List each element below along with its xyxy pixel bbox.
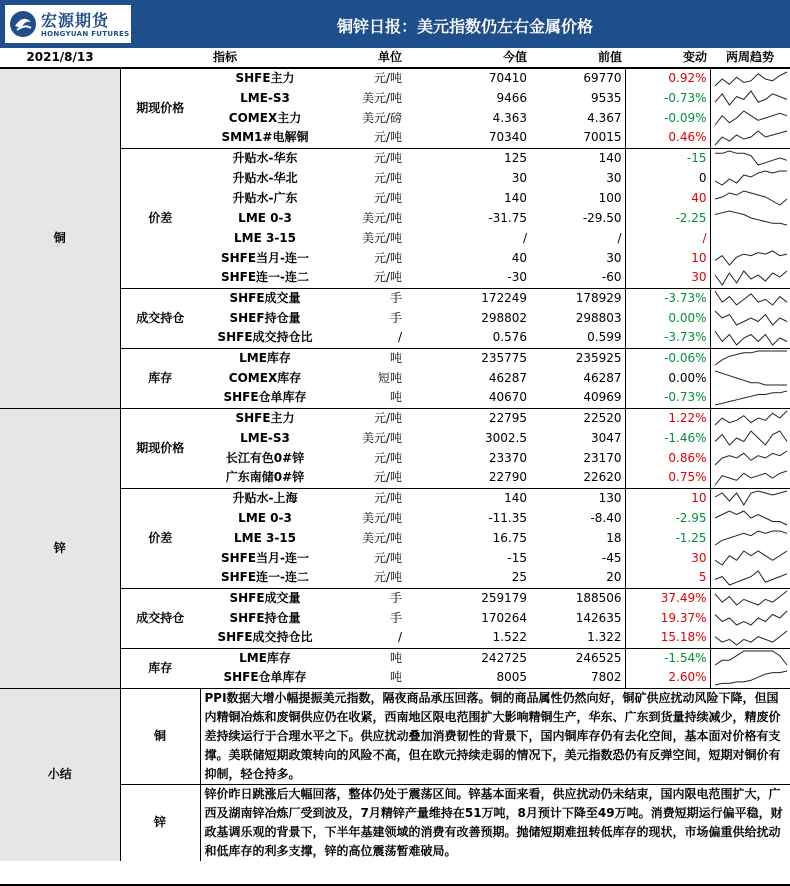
previous-value: 3047 — [590, 430, 622, 445]
current-value: -15 — [507, 550, 528, 565]
change-value: 30 — [625, 268, 710, 288]
change-value: -2.25 — [625, 208, 710, 228]
indicator-name: 广东南储0#锌 — [225, 470, 305, 485]
trend-line — [715, 131, 787, 145]
previous-value: 235925 — [530, 348, 625, 368]
trend-sparkline-cell — [710, 88, 790, 108]
indicator-name: LME库存 — [200, 648, 330, 668]
trend-line — [715, 291, 787, 305]
current-value: 242725 — [405, 648, 530, 668]
previous-value: -8.40 — [590, 510, 622, 525]
current-value: 8005 — [496, 670, 528, 685]
unit-cell: 美元/吨 — [361, 210, 403, 225]
change-value: -3.73% — [625, 288, 710, 308]
trend-sparkline — [713, 369, 789, 387]
trend-line — [715, 171, 787, 185]
trend-sparkline-cell — [710, 648, 790, 668]
unit-cell: 吨 — [390, 670, 403, 685]
trend-line — [715, 151, 787, 165]
unit-cell: 元/吨 — [330, 68, 405, 88]
previous-value: 46287 — [583, 370, 622, 385]
trend-sparkline — [713, 309, 789, 327]
trend-sparkline-cell — [710, 148, 790, 168]
previous-value: 20 — [606, 570, 622, 585]
summary-text: PPI数据大增小幅提振美元指数，隔夜商品承压回落。铜的商品属性仍然向好，铜矿供应扰动风险下降，但国内精铜冶炼和废铜供应仍在收紧，西南地区限电范围扩大影响精铜生产，华东、广东到货量持续减少，精废价差持续运行于合理水平之下。供应扰动叠加消费韧性的背景下，国内铜库存仍有去化空间，基本面对价格有支撑。美联储短期政策转向的风险不高，但在欧元持续走弱的情况下，美元指数恐仍有反弹空间，短期对铜价有抑制，轻仓持多。 — [200, 688, 790, 784]
previous-value: 188506 — [530, 588, 625, 608]
indicator-name: SHFE成交持仓比 — [217, 330, 313, 345]
trend-line — [715, 91, 787, 105]
trend-sparkline-cell — [710, 488, 790, 508]
trend-line — [715, 311, 787, 325]
unit-cell: 元/吨 — [373, 190, 403, 205]
previous-value: -29.50 — [582, 210, 622, 225]
trend-line — [715, 111, 787, 125]
previous-value: 70015 — [583, 130, 622, 145]
trend-sparkline-cell — [710, 428, 790, 448]
trend-sparkline — [713, 329, 789, 347]
indicator-name: SHFE持仓量 — [229, 610, 301, 625]
current-value: 170264 — [481, 610, 528, 625]
trend-sparkline-cell — [710, 568, 790, 588]
trend-sparkline — [713, 129, 789, 147]
unit-cell: 元/吨 — [373, 130, 403, 145]
change-value: 2.60% — [625, 668, 710, 688]
unit-cell: 元/吨 — [330, 148, 405, 168]
trend-line — [715, 511, 787, 525]
change-value: -1.46% — [625, 428, 710, 448]
unit-cell: / — [397, 330, 403, 345]
trend-sparkline-cell — [710, 188, 790, 208]
change-value: / — [625, 228, 710, 248]
trend-sparkline — [713, 629, 789, 647]
current-value: 23370 — [488, 450, 528, 465]
company-logo — [4, 4, 132, 44]
date-header: 2021/8/13 — [0, 48, 120, 68]
previous-value: 40969 — [583, 390, 622, 405]
indicator-name: SHFE成交持仓比 — [217, 630, 313, 645]
previous-value: 69770 — [530, 68, 625, 88]
change-value: 40 — [625, 188, 710, 208]
trend-sparkline-cell — [710, 268, 790, 288]
indicator-name: COMEX主力 — [228, 110, 302, 125]
trend-sparkline — [713, 569, 789, 587]
current-value: 3002.5 — [485, 430, 528, 445]
change-value: 0.00% — [625, 368, 710, 388]
metal-category: 锌 — [0, 408, 120, 688]
change-value: 30 — [625, 548, 710, 568]
change-value: -1.54% — [625, 648, 710, 668]
logo-english-name: HONGYUAN FUTURES — [41, 30, 130, 38]
unit-cell: 美元/吨 — [361, 430, 403, 445]
current-value: 235775 — [405, 348, 530, 368]
change-value: -0.73% — [625, 88, 710, 108]
trend-sparkline — [713, 109, 789, 127]
trend-sparkline — [713, 149, 789, 167]
trend-line — [715, 251, 787, 265]
previous-header: 前值 — [530, 48, 625, 68]
current-value: 140 — [504, 190, 528, 205]
indicator-name: LME 3-15 — [234, 530, 296, 545]
trend-line — [715, 491, 787, 505]
summary-text: 锌价昨日跳涨后大幅回落，整体仍处于震荡区间。锌基本面来看，供应扰动仍未结束，国内限电范围扩大，广西及湖南锌冶炼厂受到波及，7月精锌产量维持在51万吨，8月预计下降至49万吨。消费短期运行偏平稳，财政基调乐观的背景下，下半年基建领域的消费有改善预期。抛储短期难扭转低库存的现状，市场偏重供给扰动和低库存的利多支撑，锌的高位震荡暂难破局。 — [200, 784, 790, 861]
indicator-name: SHFE主力 — [200, 68, 330, 88]
current-header: 今值 — [405, 48, 530, 68]
current-value: 22790 — [488, 470, 528, 485]
previous-value: 22520 — [530, 408, 625, 428]
trend-line — [715, 391, 787, 405]
trend-sparkline-cell — [710, 448, 790, 468]
indicator-name: SHFE连一-连二 — [220, 570, 310, 585]
trend-sparkline-cell — [710, 368, 790, 388]
trend-line — [715, 371, 787, 385]
change-value: 0.00% — [625, 308, 710, 328]
previous-value: 100 — [598, 190, 622, 205]
group-label: 价差 — [120, 148, 200, 288]
trend-sparkline-cell — [710, 508, 790, 528]
trend-sparkline — [713, 409, 789, 427]
current-value: 46287 — [488, 370, 528, 385]
unit-cell: 美元/吨 — [361, 90, 403, 105]
trend-sparkline — [713, 289, 789, 307]
indicator-name: LME 0-3 — [238, 210, 292, 225]
previous-value: -45 — [601, 550, 622, 565]
current-value: 4.363 — [492, 110, 528, 125]
unit-cell: 手 — [390, 310, 403, 325]
trend-line — [715, 411, 787, 425]
unit-cell: 元/吨 — [373, 570, 403, 585]
indicator-name: 长江有色0#锌 — [225, 450, 305, 465]
trend-line — [715, 651, 787, 665]
trend-line — [715, 211, 787, 225]
group-label: 库存 — [120, 648, 200, 688]
trend-sparkline-cell — [710, 588, 790, 608]
trend-sparkline — [713, 249, 789, 267]
change-value: 0 — [625, 168, 710, 188]
table-header-row — [0, 48, 790, 68]
current-value: 298802 — [481, 310, 528, 325]
unit-cell: 元/吨 — [373, 270, 403, 285]
current-value: / — [522, 230, 528, 245]
unit-cell: 元/吨 — [330, 408, 405, 428]
trend-sparkline — [713, 509, 789, 527]
trend-sparkline — [713, 429, 789, 447]
trend-sparkline-cell — [710, 408, 790, 428]
indicator-name: LME 0-3 — [238, 510, 292, 525]
change-value: 0.86% — [625, 448, 710, 468]
trend-sparkline — [713, 389, 789, 407]
indicator-name: LME 3-15 — [234, 230, 296, 245]
trend-sparkline — [713, 649, 789, 667]
unit-cell: 元/吨 — [373, 450, 403, 465]
trend-line — [715, 531, 787, 545]
current-value: 25 — [511, 570, 528, 585]
trend-line — [715, 431, 787, 445]
trend-sparkline-cell — [710, 208, 790, 228]
trend-sparkline-cell — [710, 548, 790, 568]
indicator-name: SHFE连一-连二 — [220, 270, 310, 285]
indicator-name: LME库存 — [200, 348, 330, 368]
trend-line — [715, 451, 787, 465]
trend-line — [715, 631, 787, 645]
previous-value: 30 — [606, 170, 622, 185]
change-value: 0.92% — [625, 68, 710, 88]
summary-label: 小结 — [0, 688, 120, 861]
current-value: -11.35 — [488, 510, 528, 525]
trend-sparkline-cell — [710, 328, 790, 348]
indicator-name: LME-S3 — [240, 430, 290, 445]
change-value: 10 — [625, 248, 710, 268]
group-label: 库存 — [120, 348, 200, 408]
table-row — [0, 68, 790, 88]
trend-sparkline-cell — [710, 68, 790, 88]
trend-sparkline-cell — [710, 248, 790, 268]
group-label: 价差 — [120, 488, 200, 588]
unit-cell: 手 — [330, 288, 405, 308]
indicator-name: SHFE当月-连一 — [220, 250, 310, 265]
previous-value: / — [617, 230, 622, 245]
previous-value: 22620 — [583, 470, 622, 485]
trend-sparkline-cell — [710, 528, 790, 548]
table-body — [0, 68, 790, 861]
trend-sparkline-cell — [710, 108, 790, 128]
unit-cell: 吨 — [390, 390, 403, 405]
trend-line — [715, 571, 787, 585]
indicator-name: 升贴水-华东 — [200, 148, 330, 168]
trend-sparkline-cell — [710, 668, 790, 688]
trend-sparkline — [713, 589, 789, 607]
data-table — [0, 48, 790, 861]
change-value: -1.25 — [625, 528, 710, 548]
indicator-name: SHFE主力 — [200, 408, 330, 428]
unit-cell: 手 — [330, 588, 405, 608]
change-value: -2.95 — [625, 508, 710, 528]
previous-value: 130 — [530, 488, 625, 508]
current-value: 172249 — [405, 288, 530, 308]
change-header: 变动 — [625, 48, 710, 68]
indicator-name: LME-S3 — [240, 90, 290, 105]
trend-sparkline-cell — [710, 308, 790, 328]
previous-value: 7802 — [590, 670, 622, 685]
indicator-name: 升贴水-华北 — [232, 170, 298, 185]
trend-line — [715, 331, 787, 345]
previous-value: 298803 — [575, 310, 622, 325]
trend-sparkline-cell — [710, 388, 790, 408]
trend-sparkline — [713, 209, 789, 227]
logo-chinese-name: 宏源期货 — [41, 11, 110, 30]
indicator-name: SHEF持仓量 — [229, 310, 301, 325]
unit-cell: 吨 — [330, 348, 405, 368]
indicator-name: 升贴水-广东 — [232, 190, 298, 205]
report-header — [0, 0, 790, 48]
unit-cell: 美元/吨 — [361, 510, 403, 525]
group-label: 期现价格 — [120, 68, 200, 148]
current-value: 140 — [405, 488, 530, 508]
current-value: 9466 — [496, 90, 528, 105]
indicator-name: COMEX库存 — [228, 370, 302, 385]
indicator-name: 升贴水-上海 — [200, 488, 330, 508]
current-value: 259179 — [405, 588, 530, 608]
trend-sparkline — [713, 189, 789, 207]
trend-sparkline-cell — [710, 628, 790, 648]
trend-line — [715, 72, 787, 86]
trend-sparkline — [713, 349, 789, 367]
change-value: -3.73% — [625, 328, 710, 348]
trend-sparkline-cell — [710, 608, 790, 628]
previous-value: -60 — [601, 270, 622, 285]
unit-cell: / — [397, 630, 403, 645]
trend-line — [715, 351, 787, 365]
metal-category: 铜 — [0, 68, 120, 408]
change-value: 1.22% — [625, 408, 710, 428]
previous-value: 246525 — [530, 648, 625, 668]
current-value: 16.75 — [492, 530, 528, 545]
unit-cell: 美元/吨 — [361, 530, 403, 545]
change-value: 10 — [625, 488, 710, 508]
change-value: -0.06% — [625, 348, 710, 368]
change-value: 19.37% — [625, 608, 710, 628]
group-label: 成交持仓 — [120, 588, 200, 648]
trend-sparkline — [713, 609, 789, 627]
previous-value: 140 — [530, 148, 625, 168]
change-value: 5 — [625, 568, 710, 588]
previous-value: 18 — [606, 530, 622, 545]
summary-metal: 铜 — [120, 688, 200, 784]
change-value: 0.46% — [625, 128, 710, 148]
current-value: -30 — [507, 270, 528, 285]
logo-mark-icon — [9, 10, 37, 38]
unit-cell: 手 — [390, 610, 403, 625]
previous-value: 23170 — [583, 450, 622, 465]
trend-sparkline-cell — [710, 468, 790, 488]
unit-cell: 元/吨 — [373, 170, 403, 185]
trend-sparkline — [713, 549, 789, 567]
change-value: -0.09% — [625, 108, 710, 128]
current-value: 125 — [405, 148, 530, 168]
unit-cell: 短吨 — [378, 370, 403, 385]
group-label: 期现价格 — [120, 408, 200, 488]
trend-sparkline-cell — [710, 228, 790, 248]
trend-line — [715, 551, 787, 565]
change-value: -0.73% — [625, 388, 710, 408]
trend-sparkline-cell — [710, 348, 790, 368]
table-row — [0, 408, 790, 428]
current-value: 40 — [511, 250, 528, 265]
indicator-name: SHFE仓单库存 — [223, 390, 307, 405]
indicator-name: SHFE成交量 — [200, 588, 330, 608]
current-value: -31.75 — [488, 210, 528, 225]
unit-header: 单位 — [330, 48, 405, 68]
trend-sparkline — [713, 529, 789, 547]
change-value: 37.49% — [625, 588, 710, 608]
unit-cell: 美元/磅 — [361, 110, 403, 125]
previous-value: 178929 — [530, 288, 625, 308]
current-value: 40670 — [488, 390, 528, 405]
current-value: 1.522 — [492, 630, 528, 645]
unit-cell: 美元/吨 — [361, 230, 403, 245]
trend-line — [715, 591, 787, 605]
current-value: 70410 — [405, 68, 530, 88]
summary-metal: 锌 — [120, 784, 200, 861]
indicator-name: SHFE仓单库存 — [223, 670, 307, 685]
unit-cell: 元/吨 — [330, 488, 405, 508]
trend-sparkline — [713, 169, 789, 187]
current-value: 22795 — [405, 408, 530, 428]
trend-line — [715, 671, 787, 685]
indicator-header: 指标 — [120, 48, 330, 68]
trend-line — [715, 611, 787, 625]
trend-header: 两周趋势 — [710, 48, 790, 68]
change-value: 15.18% — [625, 628, 710, 648]
unit-cell: 元/吨 — [373, 250, 403, 265]
trend-sparkline-cell — [710, 168, 790, 188]
indicator-name: SMM1#电解铜 — [221, 130, 309, 145]
previous-value: 142635 — [575, 610, 622, 625]
indicator-name: SHFE成交量 — [200, 288, 330, 308]
previous-value: 1.322 — [587, 630, 622, 645]
summary-row — [0, 688, 790, 784]
change-value: 0.75% — [625, 468, 710, 488]
unit-cell: 吨 — [330, 648, 405, 668]
trend-sparkline-cell — [710, 288, 790, 308]
trend-sparkline — [713, 669, 789, 687]
trend-line — [715, 191, 787, 205]
trend-line — [715, 471, 787, 485]
indicator-name: SHFE当月-连一 — [220, 550, 310, 565]
current-value: 0.576 — [492, 330, 528, 345]
current-value: 70340 — [488, 130, 528, 145]
trend-sparkline — [713, 489, 789, 507]
previous-value: 4.367 — [587, 110, 622, 125]
current-value: 30 — [511, 170, 528, 185]
trend-sparkline — [713, 70, 789, 88]
change-value: -15 — [625, 148, 710, 168]
previous-value: 30 — [606, 250, 622, 265]
unit-cell: 元/吨 — [373, 470, 403, 485]
group-label: 成交持仓 — [120, 288, 200, 348]
previous-value: 0.599 — [587, 330, 622, 345]
trend-sparkline — [713, 449, 789, 467]
previous-value: 9535 — [590, 90, 622, 105]
trend-sparkline — [713, 89, 789, 107]
trend-line — [715, 271, 787, 285]
trend-sparkline-cell — [710, 128, 790, 148]
trend-sparkline — [713, 469, 789, 487]
trend-sparkline — [713, 269, 789, 287]
report-title: 铜锌日报：美元指数仍左右金属价格 — [336, 17, 593, 36]
unit-cell: 元/吨 — [373, 550, 403, 565]
